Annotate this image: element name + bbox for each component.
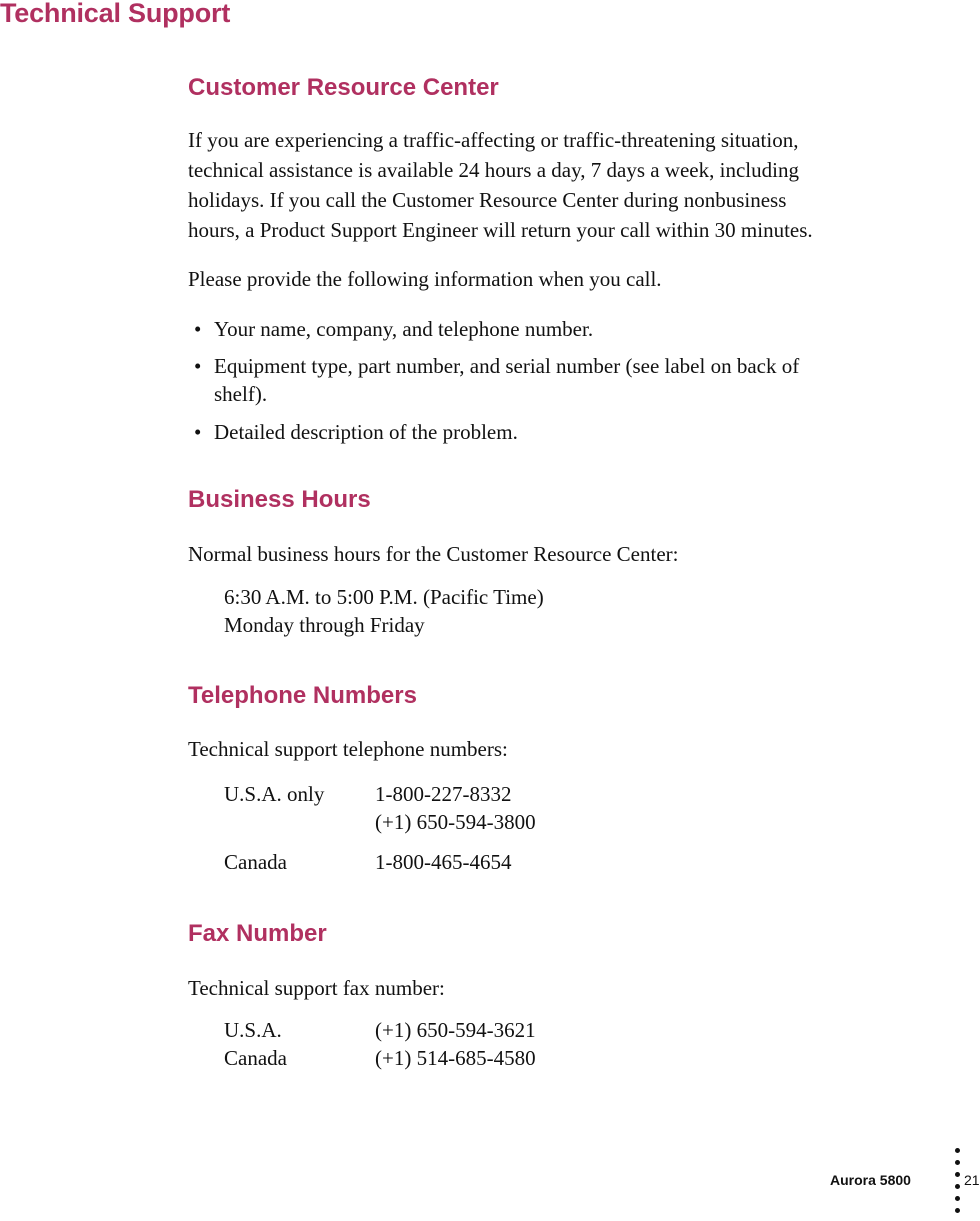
fax-number: (+1) 514-685-4580 (375, 1046, 536, 1070)
bullet-item (188, 352, 908, 408)
section-heading-business-hours: Business Hours (188, 486, 371, 513)
bullet-text: Detailed description of the problem. (214, 420, 518, 444)
phone-region-label: Canada (224, 850, 287, 874)
bullet-item (188, 418, 908, 446)
paragraph-line: technical assistance is available 24 hours a day, 7 days a week, including (188, 158, 799, 182)
bullet-marker: • (194, 420, 202, 444)
telephone-intro: Technical support telephone numbers: (188, 737, 508, 761)
bullet-text: Equipment type, part number, and serial number (see label on back of (214, 354, 800, 378)
bullet-marker: • (194, 317, 202, 341)
fax-region-label: Canada (224, 1046, 287, 1070)
section-heading-fax-number: Fax Number (188, 920, 327, 947)
footer-dot-column (955, 1148, 961, 1218)
bullet-item (188, 315, 908, 343)
business-hours-days: Monday through Friday (224, 613, 425, 637)
bullet-text-continued: shelf). (214, 382, 268, 406)
page-number: 21 (964, 1172, 980, 1188)
customer-resource-paragraph (188, 125, 908, 245)
business-hours-time: 6:30 A.M. to 5:00 P.M. (Pacific Time) (224, 585, 544, 609)
info-request-intro: Please provide the following information when you call. (188, 267, 662, 291)
phone-number: 1-800-465-4654 (375, 850, 512, 874)
fax-number: (+1) 650-594-3621 (375, 1018, 536, 1042)
business-hours-intro: Normal business hours for the Customer Resource Center: (188, 542, 679, 566)
fax-region-label: U.S.A. (224, 1018, 282, 1042)
bullet-text: Your name, company, and telephone number. (214, 317, 594, 341)
fax-intro: Technical support fax number: (188, 976, 445, 1000)
paragraph-line: holidays. If you call the Customer Resource Center during nonbusiness (188, 188, 787, 212)
bullet-marker: • (194, 354, 202, 378)
phone-number: 1-800-227-8332 (375, 782, 512, 806)
phone-region-label: U.S.A. only (224, 782, 325, 806)
section-heading-customer-resource-center: Customer Resource Center (188, 74, 499, 101)
paragraph-line: If you are experiencing a traffic-affecting or traffic-threatening situation, (188, 128, 799, 152)
paragraph-line: hours, a Product Support Engineer will return your call within 30 minutes. (188, 218, 813, 242)
footer-product-name: Aurora 5800 (830, 1172, 911, 1188)
page-title: Technical Support (0, 0, 231, 28)
section-heading-telephone-numbers: Telephone Numbers (188, 682, 417, 709)
phone-number: (+1) 650-594-3800 (375, 810, 536, 834)
